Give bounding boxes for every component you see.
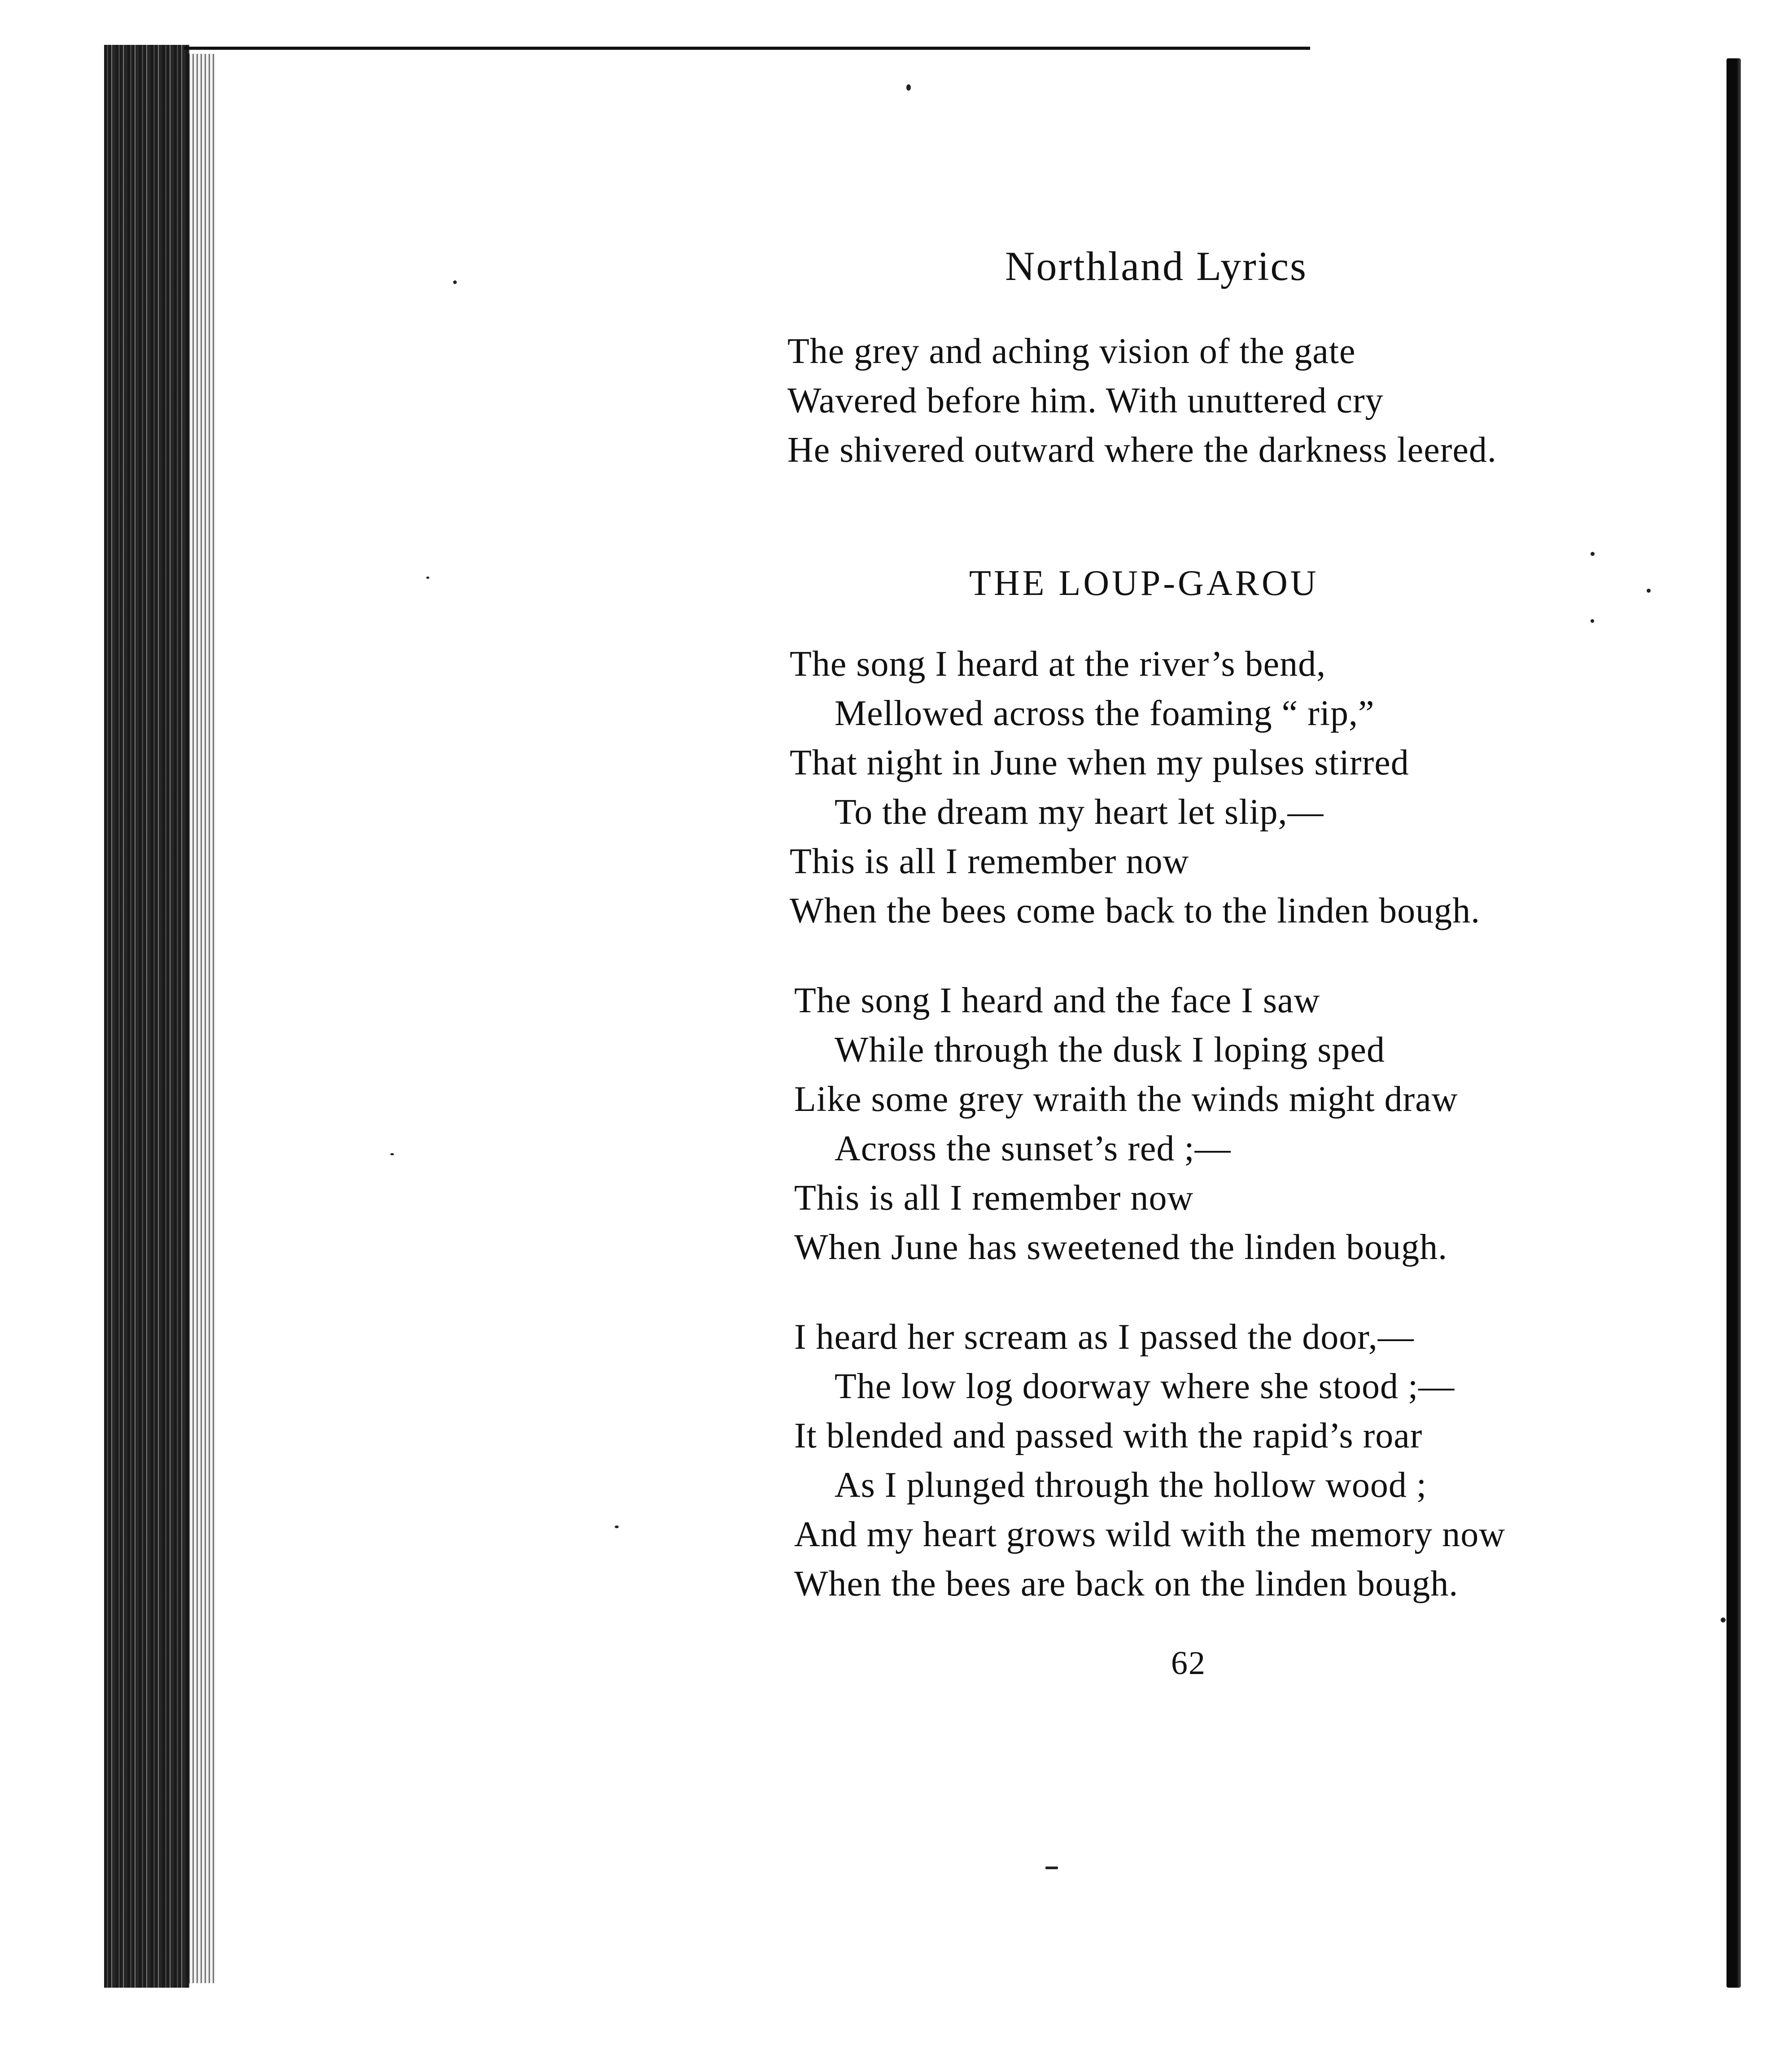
poem-line: The grey and aching vision of the gate: [787, 332, 1356, 371]
poem-line: And my heart grows wild with the memory now: [794, 1515, 1505, 1554]
poem-line: The song I heard at the river’s bend,: [790, 644, 1326, 684]
poem-title: THE LOUP-GAROU: [969, 564, 1319, 603]
poem-line: It blended and passed with the rapid’s roar: [794, 1416, 1423, 1456]
poem-line: To the dream my heart let slip,—: [835, 792, 1324, 832]
page-number: 62: [1171, 1645, 1206, 1682]
poem-line: While through the dusk I loping sped: [835, 1030, 1385, 1070]
running-head: Northland Lyrics: [1005, 243, 1307, 289]
poem-line: He shivered outward where the darkness leered.: [787, 430, 1497, 470]
poem-line: This is all I remember now: [790, 842, 1189, 881]
poem-line: When the bees come back to the linden bough.: [790, 891, 1481, 931]
poem-line: The song I heard and the face I saw: [794, 981, 1320, 1020]
poem-line: The low log doorway where she stood ;—: [835, 1367, 1455, 1406]
poem-line: Wavered before him. With unuttered cry: [787, 381, 1384, 420]
poem-line: That night in June when my pulses stirred: [790, 743, 1409, 783]
poem-line: When June has sweetened the linden bough.: [794, 1228, 1448, 1267]
poem-line: This is all I remember now: [794, 1178, 1194, 1218]
poem-line: As I plunged through the hollow wood ;: [835, 1465, 1427, 1505]
poem-line: I heard her scream as I passed the door,—: [794, 1317, 1414, 1357]
poem-line: Like some grey wraith the winds might draw: [794, 1080, 1458, 1119]
poem-line: Across the sunset’s red ;—: [835, 1129, 1231, 1168]
poem-line: Mellowed across the foaming “ rip,”: [835, 694, 1375, 733]
poem-line: When the bees are back on the linden bough.: [794, 1564, 1459, 1604]
